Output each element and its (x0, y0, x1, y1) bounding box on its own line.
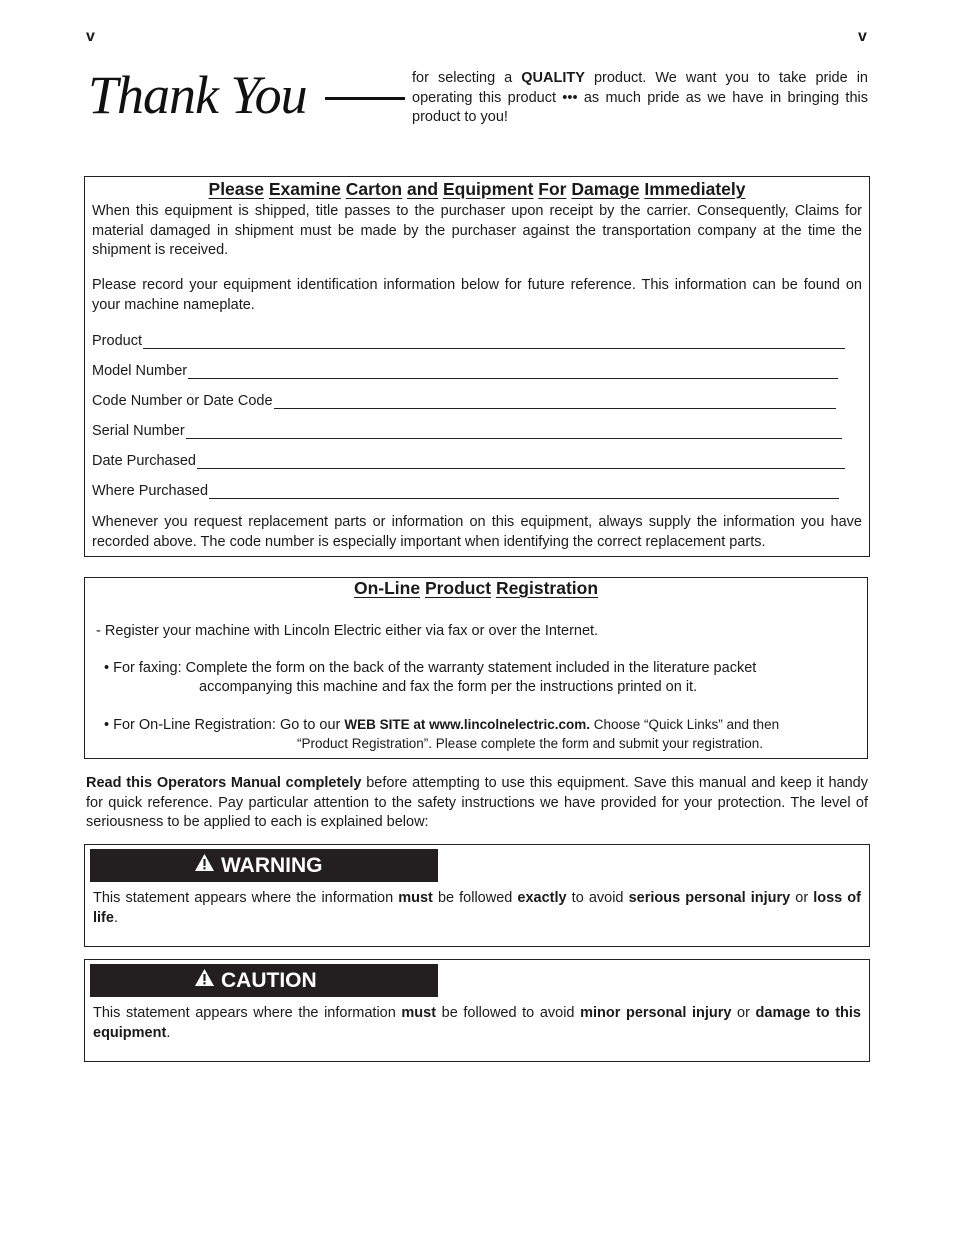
product-field[interactable]: Product (92, 333, 845, 349)
thank-you-heading: Thank You (88, 65, 307, 125)
page-marker-left: v (86, 28, 95, 45)
online-instruction: • For On-Line Registration: Go to our WEB SITE at www.lincolnelectric.com. Choose “Quick Links” and then (104, 717, 780, 733)
registration-intro: - Register your machine with Lincoln Electric either via fax or over the Internet. (96, 623, 599, 639)
fax-instruction-cont: accompanying this machine and fax the form per the instructions printed on it. (199, 679, 698, 695)
warning-triangle-icon (194, 853, 215, 878)
shipping-claims-paragraph: When this equipment is shipped, title passes to the purchaser upon receipt by the carrier. Consequently, Claims for material damaged in shipment must be made by the purchaser against the transportation company at the time the shipment is received. (92, 203, 862, 258)
warning-box (84, 844, 870, 947)
heading-rule (325, 97, 405, 100)
damage-box-title: Please Examine Carton and Equipment For Damage Immediately (208, 179, 746, 199)
code-number-field[interactable]: Code Number or Date Code (92, 393, 836, 409)
manual-note-paragraph: Read this Operators Manual completely before attempting to use this equipment. Save this manual and keep it handy for quick reference. Pay particular attention to the safety instructions we have provided for your protection. The level of seriousness to be applied to each is explained below: (86, 775, 868, 830)
caution-text: This statement appears where the information must be followed to avoid minor personal injury or damage to this equipment. (93, 1005, 861, 1041)
where-purchased-field[interactable]: Where Purchased (92, 483, 839, 499)
model-number-field[interactable]: Model Number (92, 363, 838, 379)
record-info-paragraph: Please record your equipment identification information below for future reference. This information can be found on your machine nameplate. (92, 277, 862, 313)
fax-instruction: • For faxing: Complete the form on the back of the warranty statement included in the literature packet (104, 660, 757, 676)
intro-text: for selecting a QUALITY product. We want you to take pride in operating this product ••• as much pride as we have in bringing this product to you! (412, 70, 868, 125)
warning-text: This statement appears where the information must be followed exactly to avoid serious personal injury or loss of life. (93, 890, 861, 926)
page-marker-right: v (858, 28, 867, 45)
warning-label-bar (90, 849, 438, 882)
registration-box-title: On-Line Product Registration (353, 578, 599, 598)
caution-box (84, 959, 870, 1062)
online-registration-box (84, 577, 868, 759)
warning-label: WARNING (221, 853, 323, 877)
replacement-parts-paragraph: Whenever you request replacement parts or information on this equipment, always supply the information you have recorded above. The code number is especially important when identifying the correct replacement parts. (92, 514, 862, 550)
date-purchased-field[interactable]: Date Purchased (92, 453, 845, 469)
caution-triangle-icon (194, 968, 215, 993)
caution-label-bar (90, 964, 438, 997)
serial-number-field[interactable]: Serial Number (92, 423, 842, 439)
website-link[interactable]: WEB SITE at www.lincolnelectric.com. (344, 717, 590, 732)
online-instruction-cont: “Product Registration”. Please complete the form and submit your registration. (297, 736, 763, 751)
damage-inspection-box (84, 176, 870, 557)
caution-label: CAUTION (221, 968, 317, 992)
